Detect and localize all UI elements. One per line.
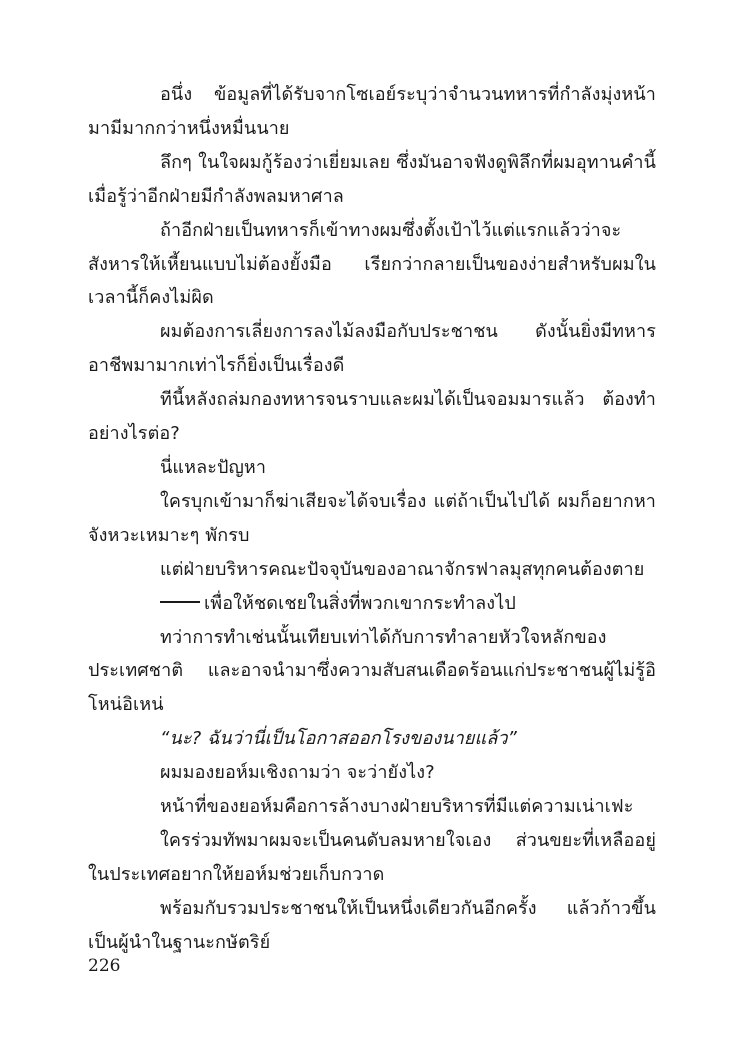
paragraph: ลึกๆ ในใจผมกู้ร้องว่าเยี่ยมเลย ซึ่งมันอาจฟังดูพิลึกที่ผมอุทานคำนี้เมื่อรู้ว่าอีกฝ่ายมีกำลังพลมหาศาล bbox=[88, 151, 656, 207]
paragraph: ใครบุกเข้ามาก็ฆ่าเสียจะได้จบเรื่อง แต่ถ้าเป็นไปได้ ผมก็อยากหาจังหวะเหมาะๆ พักรบ bbox=[88, 490, 656, 546]
paragraph-text: เพื่อให้ชดเชยในสิ่งที่พวกเขากระทำลงไป bbox=[204, 592, 516, 614]
paragraph: อนึ่ง ข้อมูลที่ได้รับจากโซเอย์ระบุว่าจำนวนทหารที่กำลังมุ่งหน้ามามีมากกว่าหนึ่งหมื่นนาย bbox=[88, 84, 656, 139]
paragraph: ผมมองยอห์มเชิงถามว่า จะว่ายังไง? bbox=[160, 762, 435, 784]
paragraph: หน้าที่ของยอห์มคือการล้างบางฝ่ายบริหารที่มีแต่ความเน่าเฟะ bbox=[160, 796, 634, 818]
paragraph: ถ้าอีกฝ่ายเป็นทหารก็เข้าทางผมซึ่งตั้งเป้าไว้แต่แรกแล้วว่าจะสังหารให้เหี้ยนแบบไม่ต้องยั้งมือ เรียกว่ากลายเป็นของง่ายสำหรับผมในเวลานี้ก็คงไม่ผิด bbox=[88, 219, 656, 309]
paragraph: นี่แหละปัญหา bbox=[160, 456, 267, 478]
paragraph: ทว่าการทำเช่นนั้นเทียบเท่าได้กับการทำลายหัวใจหลักของประเทศชาติ และอาจนำมาซึ่งความสับสนเดือดร้อนแก่ประชาชนผู้ไม่รู้อิโหน่อิเหน่ bbox=[88, 626, 656, 716]
paragraph: พร้อมกับรวมประชาชนให้เป็นหนึ่งเดียวกันอีกครั้ง แล้วก้าวขึ้นเป็นผู้นำในฐานะกษัตริย์ bbox=[88, 897, 656, 953]
paragraph-with-dash bbox=[88, 587, 656, 621]
paragraph: ใครร่วมทัพมาผมจะเป็นคนดับลมหายใจเอง ส่วนขยะที่เหลืออยู่ในประเทศอยากให้ยอห์มช่วยเก็บกวาด bbox=[88, 829, 656, 885]
paragraph: ทีนี้หลังถล่มกองทหารจนราบและผมได้เป็นจอมมารแล้ว ต้องทำอย่างไรต่อ? bbox=[88, 389, 656, 445]
paragraph: แต่ฝ่ายบริหารคณะปัจจุบันของอาณาจักรฟาลมุสทุกคนต้องตาย bbox=[160, 558, 645, 580]
paragraph: ผมต้องการเลี่ยงการลงไม้ลงมือกับประชาชน ดังนั้นยิ่งมีทหารอาชีพมามากเท่าไรก็ยิ่งเป็นเรื่องดี bbox=[88, 321, 656, 377]
body-text bbox=[88, 78, 656, 960]
em-dash-rule bbox=[160, 601, 200, 603]
dialogue-line: “นะ? ฉันว่านี่เป็นโอกาสออกโรงของนายแล้ว” bbox=[160, 728, 517, 750]
page-number: 226 bbox=[88, 956, 121, 976]
